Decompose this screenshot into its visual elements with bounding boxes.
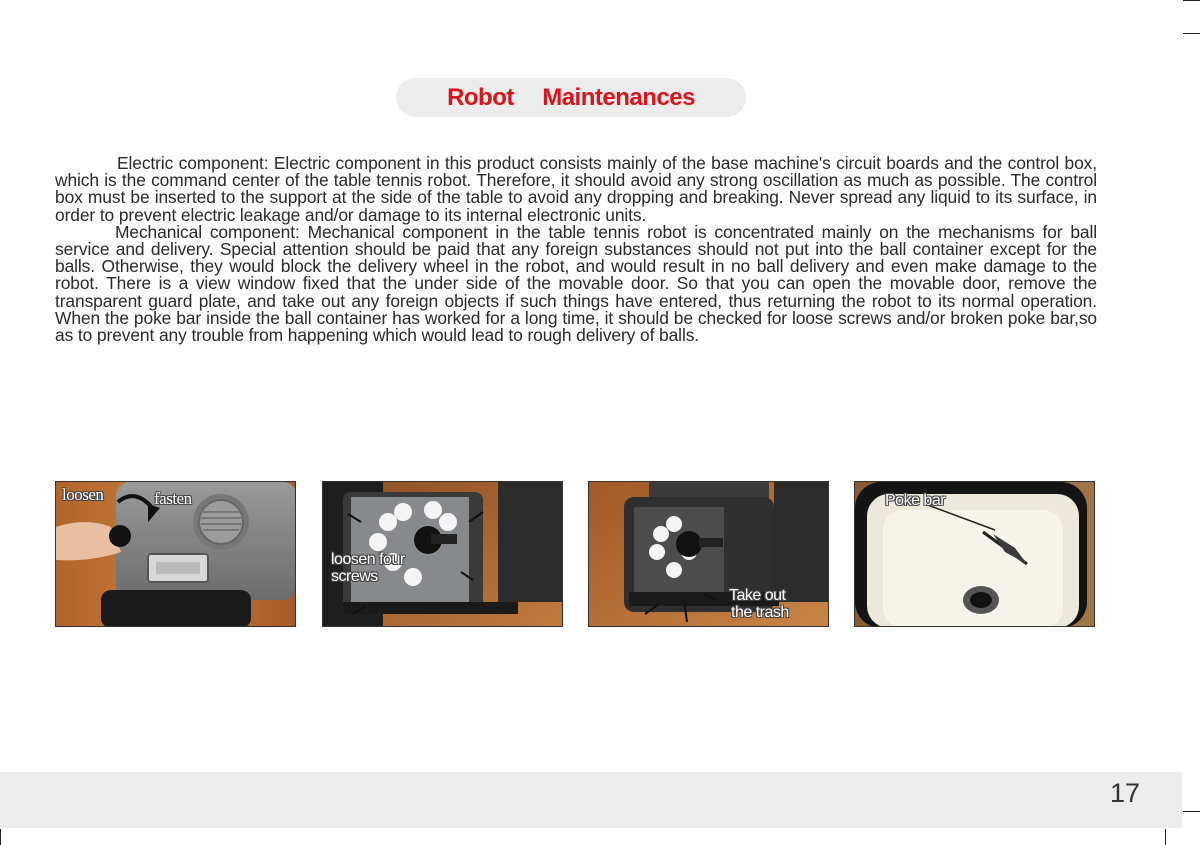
caption-loosen-four: loosen four xyxy=(331,551,405,568)
caption-take-out: Take out xyxy=(729,587,786,604)
caption-loosen: loosen xyxy=(62,485,104,504)
crop-mark xyxy=(1183,811,1200,812)
photo-screws xyxy=(322,481,563,627)
paragraph-mechanical: Mechanical component: Mechanical component in the table tennis robot is concentrated mainly on the mechanisms for ball service and delivery. Special attention should be paid that any foreign substances should not put into the ball container except for the balls. Otherwise, they would block the delivery wheel in the robot, and would result in no ball delivery and even make damage to the robot. There is a view window fixed that the under side of the movable door. So that you can open the movable door, remove the transparent guard plate, and take out any foreign objects if such things have entered, thus returning the robot to its normal operation. When the poke bar inside the ball container has worked for a long time, it should be checked for loose screws and/or broken poke bar,so as to prevent any trouble from happening which would lead to rough delivery of balls. xyxy=(55,221,1097,346)
title-banner xyxy=(396,78,746,117)
photo-poke-bar xyxy=(854,481,1095,627)
caption-the-trash: the trash xyxy=(731,604,789,621)
caption-poke-bar: Poke bar xyxy=(885,492,946,509)
page-number: 17 xyxy=(1109,778,1140,808)
body-text xyxy=(55,155,1097,344)
page-title: Robot Maintenances xyxy=(447,83,695,111)
trash-photo-illustration xyxy=(589,482,829,627)
crop-mark xyxy=(1183,0,1200,1)
crop-mark xyxy=(0,829,1,845)
crop-mark xyxy=(1165,829,1166,845)
photo-knob xyxy=(55,481,296,627)
crop-mark xyxy=(1183,33,1200,34)
paragraph-electric: Electric component: Electric component in this product consists mainly of the base machine's circuit boards and the control box, which is the command center of the table tennis robot. Therefore, it should avoid any strong oscillation as much as possible. The control box must be inserted to the support at the side of the table to avoid any dropping and breaking. Never spread any liquid to its surface, in order to prevent electric leakage and/or damage to its internal electronic units. xyxy=(55,153,1097,225)
caption-screws: screws xyxy=(331,568,378,585)
photo-trash xyxy=(588,481,829,627)
footer-bar xyxy=(0,772,1182,828)
caption-fasten: fasten xyxy=(154,489,192,508)
